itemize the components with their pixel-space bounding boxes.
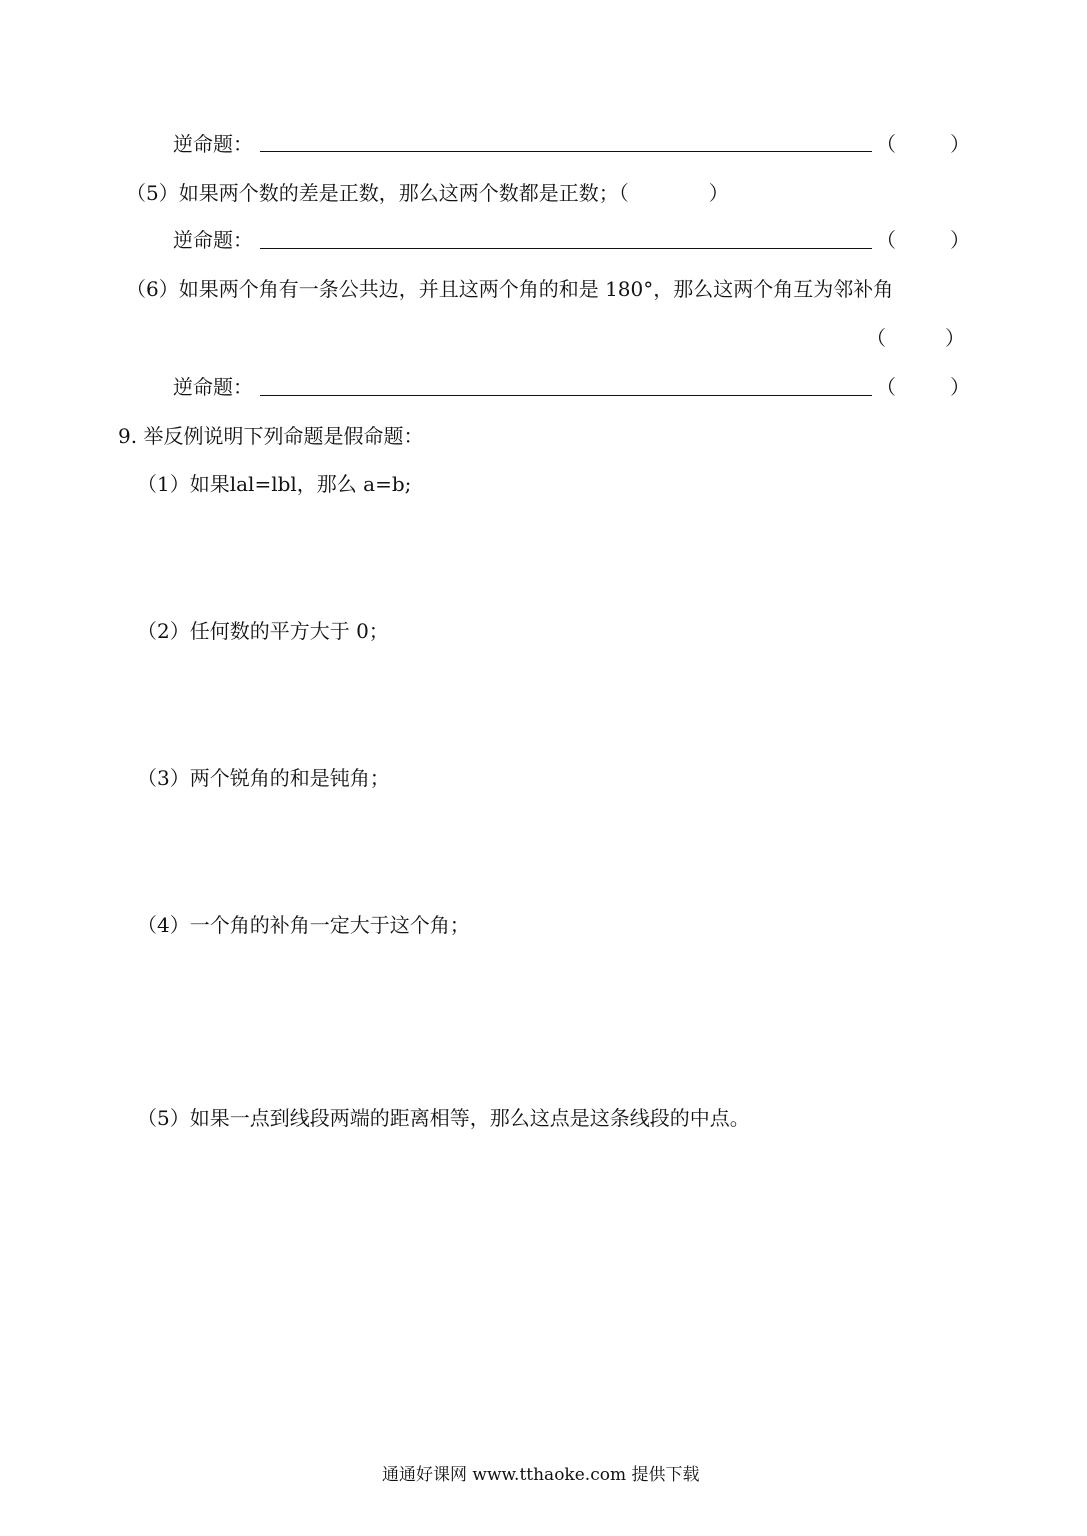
- paren-open: （: [876, 228, 896, 252]
- question-9-item-3: （3）两个锐角的和是钝角；: [137, 766, 390, 790]
- paren-close: ）: [950, 228, 970, 252]
- paren-close: ）: [950, 132, 970, 156]
- question-9-title: 9. 举反例说明下列命题是假命题：: [118, 424, 424, 448]
- statement-item-6: （6）如果两个角有一条公共边，并且这两个角的和是 180°，那么这两个角互为邻补角: [126, 277, 894, 301]
- question-9-item-1: （1）如果lal=lbl，那么 a=b;: [137, 472, 412, 496]
- footer-source: 通通好课网 www.tthaoke.com 提供下载: [382, 1465, 700, 1485]
- converse-label: 逆命题：: [173, 132, 253, 156]
- answer-line: [260, 151, 872, 152]
- paren-open: （: [876, 132, 896, 156]
- answer-line: [260, 248, 872, 249]
- question-9-item-2: （2）任何数的平方大于 0；: [137, 619, 389, 643]
- statement-item-5: （5）如果两个数的差是正数，那么这两个数都是正数；（ ）: [126, 181, 729, 205]
- paren-close: ）: [945, 326, 965, 350]
- paren-open: （: [866, 326, 886, 350]
- answer-line: [260, 395, 872, 396]
- converse-label: 逆命题：: [173, 375, 253, 399]
- question-9-item-5: （5）如果一点到线段两端的距离相等，那么这点是这条线段的中点。: [137, 1106, 750, 1130]
- question-9-item-4: （4）一个角的补角一定大于这个角；: [137, 913, 470, 937]
- converse-label: 逆命题：: [173, 228, 253, 252]
- paren-open: （: [876, 375, 896, 399]
- paren-close: ）: [950, 375, 970, 399]
